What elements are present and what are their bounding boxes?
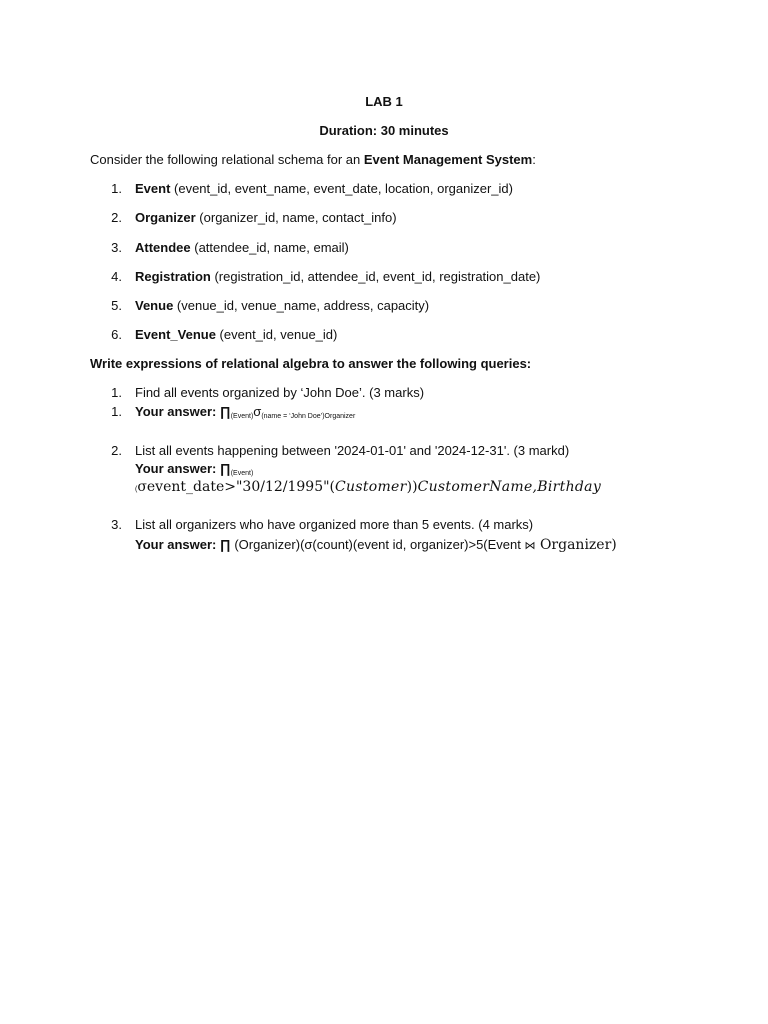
intro-suffix: : — [532, 152, 536, 167]
projection-symbol: ∏ — [220, 461, 231, 476]
projection-subscript: (Event) — [230, 413, 254, 420]
duration-heading: Duration: 30 minutes — [319, 123, 449, 138]
answer-expression: (Organizer)(σ(count)(event id, organizer)>5(Event — [230, 537, 525, 552]
projection-symbol: ∏ — [220, 537, 231, 552]
schema-relation-name: Registration — [135, 269, 211, 284]
queries-heading: Write expressions of relational algebra to answer the following queries: — [90, 356, 532, 371]
expression-open-paren: ( — [135, 486, 138, 493]
schema-attributes: (organizer_id, name, contact_info) — [195, 210, 397, 225]
query-question: Find all events organized by ‘John Doe’. (3 marks) — [135, 385, 425, 400]
projection-attributes: CustomerName,Birthday — [417, 479, 602, 495]
projection-subscript: (Event) — [230, 470, 254, 477]
answer-number: 1. — [111, 404, 122, 419]
schema-item-number: 1. — [111, 181, 122, 196]
schema-item-number: 2. — [111, 210, 122, 225]
schema-relation-name: Event_Venue — [135, 327, 216, 342]
answer-expression-tail: Organizer) — [535, 537, 617, 553]
schema-item-number: 6. — [111, 327, 122, 342]
schema-relation-name: Attendee — [135, 240, 191, 255]
query-number: 3. — [111, 517, 122, 532]
selection-expression: σevent_date>"30/12/1995"( — [137, 479, 336, 495]
schema-attributes: (event_id, venue_id) — [215, 327, 338, 342]
join-symbol: ⋈ — [524, 540, 536, 552]
answer-label: Your answer: — [135, 461, 221, 476]
schema-relation-name: Venue — [135, 298, 174, 313]
intro-paragraph — [90, 152, 536, 167]
expression-close-paren: )) — [406, 479, 418, 495]
query-number: 2. — [111, 443, 122, 458]
schema-relation-name: Organizer — [135, 210, 196, 225]
schema-attributes: (attendee_id, name, email) — [190, 240, 349, 255]
answer-label: Your answer: — [135, 537, 221, 552]
selection-symbol: σ — [253, 404, 262, 419]
schema-attributes: (registration_id, attendee_id, event_id, registration_date) — [210, 269, 541, 284]
query-question: List all events happening between '2024-01-01' and '2024-12-31'. (3 markd) — [135, 443, 570, 458]
schema-attributes: (event_id, event_name, event_date, location, organizer_id) — [170, 181, 513, 196]
answer-label: Your answer: — [135, 404, 221, 419]
schema-relation-name: Event — [135, 181, 171, 196]
schema-item-number: 3. — [111, 240, 122, 255]
relation-name: Customer — [335, 479, 407, 495]
projection-symbol: ∏ — [220, 404, 231, 419]
schema-item-number: 4. — [111, 269, 122, 284]
query-number: 1. — [111, 385, 122, 400]
query-question: List all organizers who have organized more than 5 events. (4 marks) — [135, 517, 534, 532]
schema-attributes: (venue_id, venue_name, address, capacity) — [173, 298, 430, 313]
answer-line — [135, 537, 617, 553]
intro-prefix: Consider the following relational schema for an — [90, 152, 364, 167]
selection-subscript: (name = ‘John Doe’)Organizer — [261, 413, 356, 420]
intro-system-name: Event Management System — [363, 152, 533, 167]
answer-line — [135, 461, 253, 477]
schema-item-number: 5. — [111, 298, 122, 313]
lab-title: LAB 1 — [365, 94, 403, 109]
answer-expression-line — [135, 479, 601, 495]
